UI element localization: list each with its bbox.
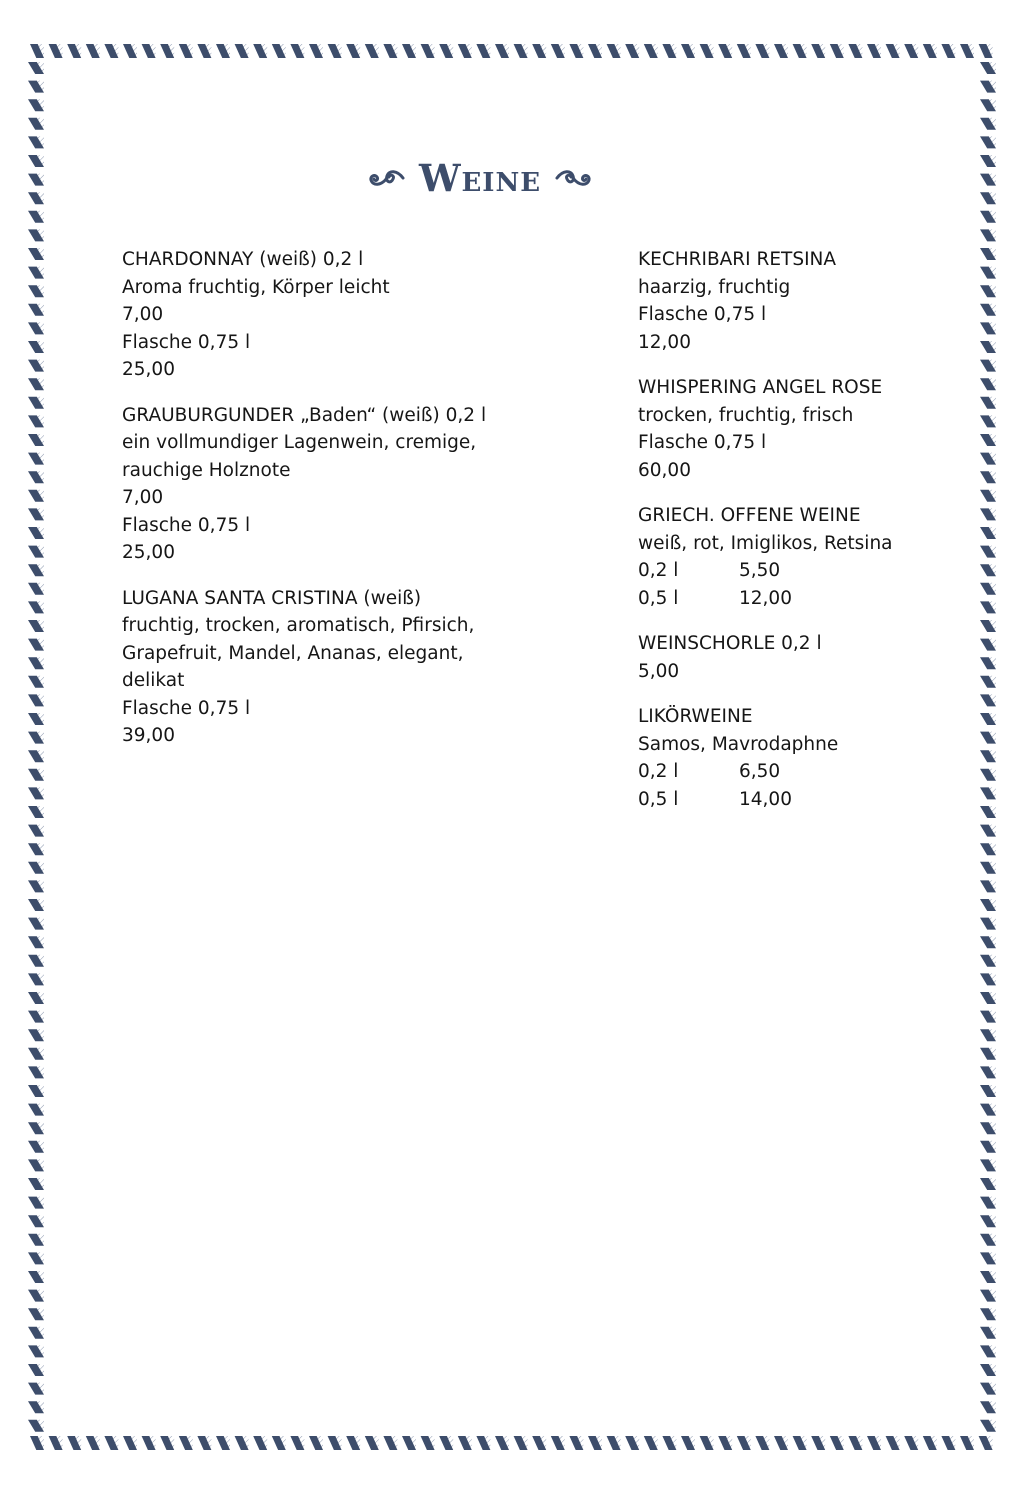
item-description: haarzig, fruchtig — [638, 276, 791, 298]
menu-item-weinschorle — [638, 630, 968, 685]
size-label: 0,5 l — [638, 587, 679, 609]
size-label: 0,5 l — [638, 788, 679, 810]
item-description: weiß, rot, Imiglikos, Retsina — [638, 532, 893, 554]
menu-item-chardonnay — [122, 246, 562, 384]
bottle-price: 39,00 — [122, 725, 175, 746]
size-price-row — [638, 557, 968, 585]
item-description: rauchige Holznote — [122, 459, 291, 481]
page-title — [300, 150, 660, 206]
size-price: 5,50 — [739, 560, 781, 581]
size-price: 12,00 — [739, 587, 792, 609]
bottle-price: 25,00 — [122, 359, 175, 380]
bottle-label: Flasche 0,75 l — [638, 432, 767, 453]
size-label: 0,2 l — [638, 761, 679, 782]
item-name: WEINSCHORLE 0,2 l — [638, 633, 822, 654]
size-label: 0,2 l — [638, 560, 679, 581]
bottle-label: Flasche 0,75 l — [122, 331, 251, 353]
menu-item-lugana — [122, 585, 562, 750]
item-name: LUGANA SANTA CRISTINA (weiß) — [122, 587, 422, 609]
wine-list-left — [122, 246, 562, 768]
bottle-price: 12,00 — [638, 331, 691, 353]
item-description: Grapefruit, Mandel, Ananas, elegant, — [122, 642, 464, 664]
item-name: CHARDONNAY (weiß) 0,2 l — [122, 249, 364, 270]
item-description: trocken, fruchtig, frisch — [638, 404, 854, 426]
bottle-label: Flasche 0,75 l — [638, 304, 767, 325]
menu-item-likoerweine — [638, 703, 968, 813]
size-price-row — [638, 786, 968, 814]
item-description: Samos, Mavrodaphne — [638, 733, 839, 755]
swirl-icon — [555, 166, 591, 190]
page-title-text: Weine — [418, 156, 542, 200]
bottle-price: 25,00 — [122, 542, 175, 563]
wine-list-right — [638, 246, 968, 831]
menu-item-kechribari-retsina — [638, 246, 968, 356]
size-price-row — [638, 585, 968, 613]
menu-item-griech-offene-weine — [638, 502, 968, 612]
size-price: 14,00 — [739, 788, 792, 810]
size-price: 6,50 — [739, 761, 781, 782]
item-price: 7,00 — [122, 304, 164, 325]
bottle-label: Flasche 0,75 l — [122, 697, 251, 719]
menu-item-whispering-angel — [638, 374, 968, 484]
bottle-price: 60,00 — [638, 459, 691, 481]
item-description: delikat — [122, 670, 185, 691]
size-price-row — [638, 758, 968, 786]
item-name: GRAUBURGUNDER „Baden“ (weiß) 0,2 l — [122, 404, 487, 426]
item-name: WHISPERING ANGEL ROSE — [638, 377, 883, 398]
item-description: ein vollmundiger Lagenwein, cremige, — [122, 432, 477, 453]
item-name: KECHRIBARI RETSINA — [638, 249, 837, 270]
bottle-label: Flasche 0,75 l — [122, 514, 251, 536]
item-description: Aroma fruchtig, Körper leicht — [122, 276, 390, 298]
item-price: 5,00 — [638, 660, 680, 682]
item-name: GRIECH. OFFENE WEINE — [638, 505, 861, 526]
item-description: fruchtig, trocken, aromatisch, Pfirsich, — [122, 615, 475, 636]
menu-item-grauburgunder — [122, 402, 562, 567]
item-name: LIKÖRWEINE — [638, 706, 753, 727]
item-price: 7,00 — [122, 487, 164, 508]
swirl-icon — [369, 166, 405, 190]
